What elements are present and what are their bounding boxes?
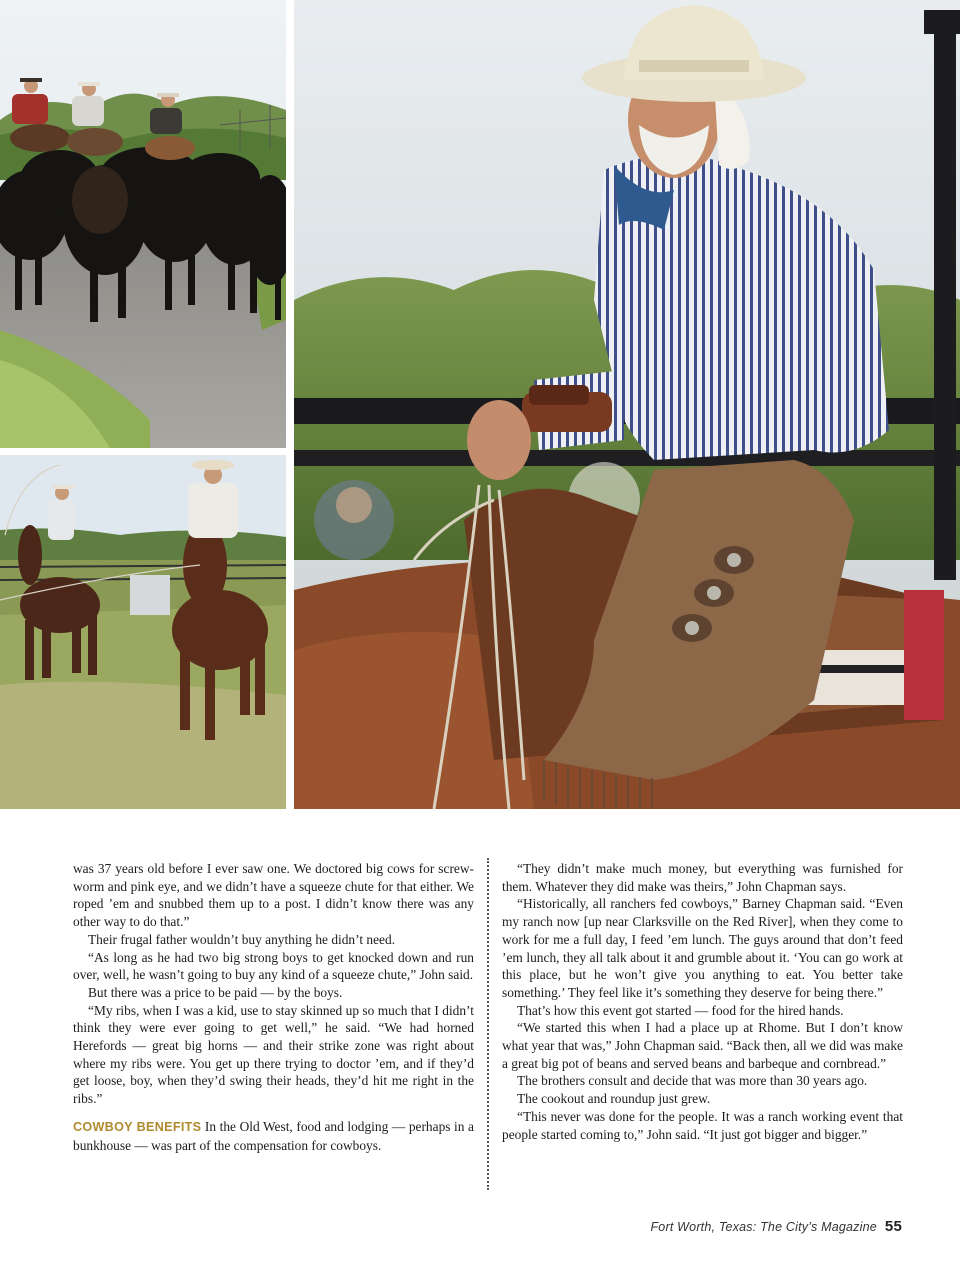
publication-name: Fort Worth, Texas: The City’s Magazine [650,1220,877,1234]
paragraph: But there was a price to be paid — by the boys. [88,984,343,1000]
paragraph: “This never was done for the people. It was a ranch working event that people started coming to,” John said. “It just got bigger and bigger.” [502,1108,903,1142]
paragraph: “Historically, all ranchers fed cowboys,” Barney Chapman said. “Even my ranch now [up near Clarksville on the Red River], when they come to work for me a full day, I feed ’em lunch. The guys around that don’t feed ’em lunch, they all talk about it and grumble about it. ‘You can go work at this place, but he won’t give you anything to eat. You better take something.’ They feel like it’s something they deserve for being there.” [502,896,903,1000]
paragraph: “They didn’t make much money, but everything was furnished for them. Whatever they did make was theirs,” John Chapman says. [502,861,903,894]
cowboy-portrait-photo [294,0,960,809]
calf-roping-photo [0,455,286,809]
paragraph: Their frugal father wouldn’t buy anything he didn’t need. [88,931,396,947]
article-right-column [502,860,903,1143]
paragraph: was 37 years old before I ever saw one. We doctored big cows for screwworm and pink eye, and we didn’t have a squeeze chute for that either. We roped ’em and snubbed them up to a post. I didn’t know there was any other way to do that.” [73,861,474,930]
article-left-column [73,860,474,1154]
paragraph: “As long as he had two big strong boys to get knocked down and run over, well, he wasn’t going to buy any kind of a squeeze chute,” John said. [73,949,474,983]
column-divider [487,858,489,1190]
paragraph: The cookout and roundup just grew. [517,1091,711,1107]
cattle-drive-photo [0,0,286,448]
paragraph: The brothers consult and decide that was more than 30 years ago. [517,1073,868,1089]
section-text: In the Old West, food and lodging — perhaps in a bunkhouse — was part of the compensation for cowboys. [73,1118,474,1153]
paragraph: That’s how this event got started — food for the hired hands. [517,1002,844,1018]
page-footer [650,1218,902,1235]
section-paragraph [73,1118,474,1154]
page-number: 55 [884,1218,902,1235]
section-subhead: COWBOY BENEFITS [73,1119,202,1134]
paragraph: “We started this when I had a place up at Rhome. But I don’t know what year that was,” John Chapman said. “Back then, all we did was make a great big pot of beans and served beans and barbeque and cornbread.” [502,1020,903,1071]
paragraph: “My ribs, when I was a kid, use to stay skinned up so much that I didn’t think they were ever going to get well,” he said. “We had horned Herefords — great big horns — and their strike zone was right about where my ribs were. You get up there trying to doctor ’em, and if they’d get loose, boy, when they’d swing their heads, they’d hit me right in the ribs.” [73,1002,474,1107]
